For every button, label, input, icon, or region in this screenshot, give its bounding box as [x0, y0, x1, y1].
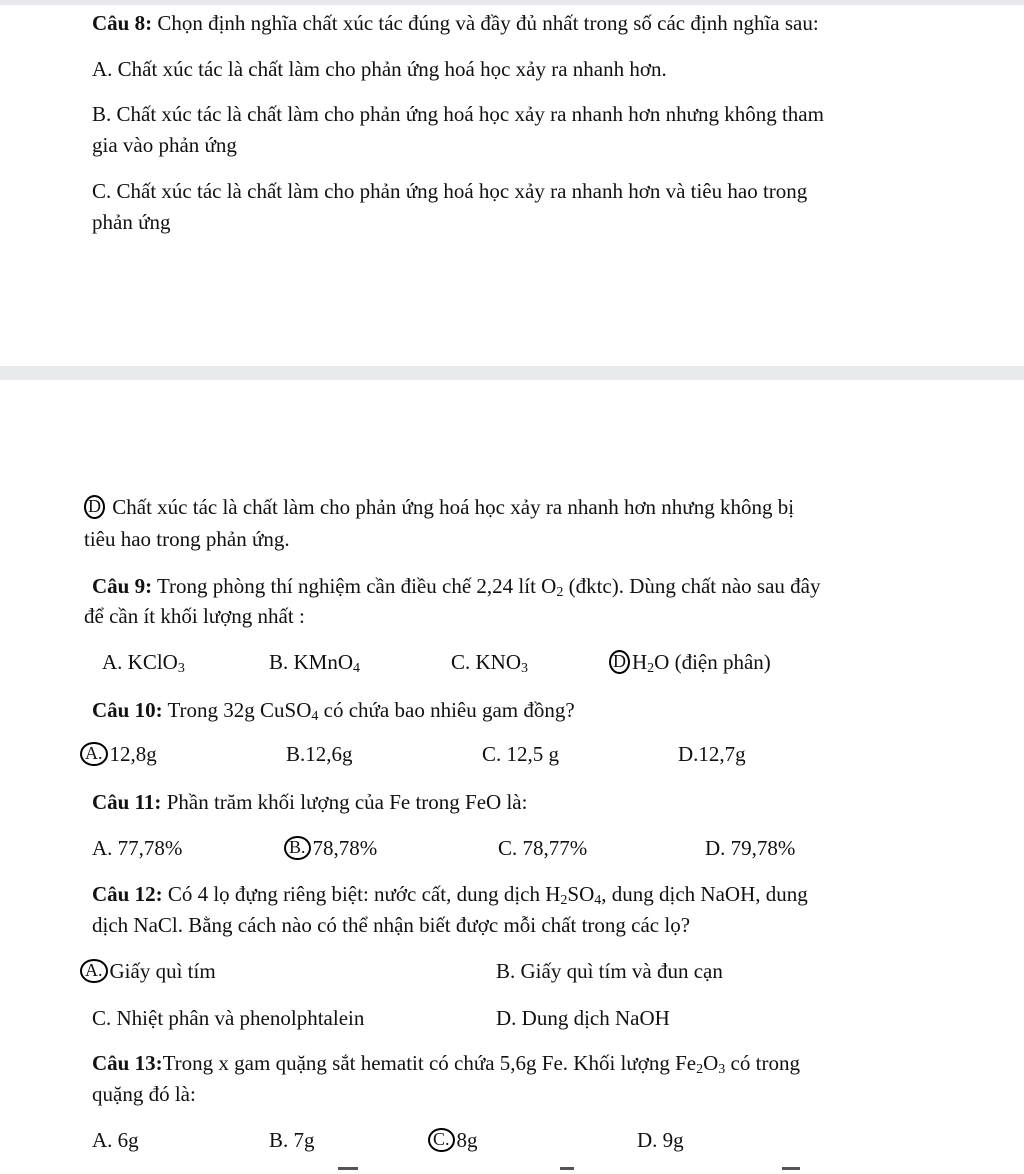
page-divider: [0, 366, 1024, 380]
q8-option-a: A. Chất xúc tác là chất làm cho phản ứng hoá học xảy ra nhanh hơn.: [92, 57, 667, 81]
q9-option-b: [269, 649, 360, 675]
q11-option-d: D. 79,78%: [705, 836, 796, 860]
q9-option-d-end: O (điện phân): [654, 650, 771, 674]
q13-option-c-text: 8g: [456, 1128, 478, 1152]
q12-text: Có 4 lọ đựng riêng biệt: nước cất, dung dịch H: [162, 882, 561, 906]
subscript: 2: [647, 661, 655, 676]
q11-option-c: C. 78,77%: [498, 836, 588, 860]
q12-option-b: B. Giấy quì tím và đun cạn: [496, 959, 723, 983]
q13-question-line1: [92, 1050, 800, 1076]
cut-off-next-line: [0, 1164, 1024, 1174]
q12-text-end: , dung dịch NaOH, dung: [601, 882, 808, 906]
q8-option-c-line2: phản ứng: [92, 210, 171, 234]
answer-circle-d: D: [609, 650, 630, 674]
q9-label: Câu 9:: [92, 574, 153, 598]
q12-question-line2: dịch NaCl. Bằng cách nào có thể nhận biết được mỗi chất trong các lọ?: [92, 913, 691, 937]
subscript: 3: [718, 1062, 726, 1077]
q11-option-a: A. 77,78%: [92, 836, 183, 860]
top-edge: [0, 0, 1024, 5]
answer-circle-c: C.: [428, 1128, 455, 1152]
q13-question-line2: quặng đó là:: [92, 1082, 196, 1106]
q10-option-a-text: 12,8g: [109, 742, 157, 766]
q11-option-b-text: 78,78%: [312, 836, 378, 860]
subscript: 4: [353, 661, 361, 676]
q8-question: [92, 10, 819, 36]
q11-label: Câu 11:: [92, 790, 162, 814]
subscript: 2: [560, 893, 568, 908]
subscript: 3: [177, 661, 185, 676]
q11-question: [92, 789, 527, 815]
q9-option-d-text: H: [632, 650, 648, 674]
q8-option-d-line2: tiêu hao trong phản ứng.: [84, 527, 290, 551]
q13-text: Trong x gam quặng sắt hematit có chứa 5,6g Fe. Khối lượng Fe: [162, 1051, 697, 1075]
q13-text-end: có trong: [725, 1051, 800, 1075]
q13-option-c: [428, 1127, 478, 1153]
q9-option-c-text: C. KNO: [451, 650, 522, 674]
q9-text-end: (đktc). Dùng chất nào sau đây: [563, 574, 821, 598]
q8-text: Chọn định nghĩa chất xúc tác đúng và đầy đủ nhất trong số các định nghĩa sau:: [152, 11, 819, 35]
q9-option-d: [609, 649, 771, 675]
subscript: 4: [594, 893, 602, 908]
q10-option-c: C. 12,5 g: [482, 742, 560, 766]
q13-label: Câu 13:: [92, 1051, 163, 1075]
q9-option-c: [451, 649, 528, 675]
subscript: 4: [311, 709, 319, 724]
q12-option-a: [80, 958, 216, 984]
q10-question: [92, 697, 575, 723]
q9-option-b-text: B. KMnO: [269, 650, 354, 674]
q12-question-line1: [92, 881, 808, 907]
q10-text: Trong 32g CuSO: [162, 698, 312, 722]
q9-question-line2: để cần ít khối lượng nhất :: [84, 604, 305, 628]
subscript: 2: [696, 1062, 704, 1077]
q13-option-d: D. 9g: [637, 1128, 684, 1152]
q12-option-d: D. Dung dịch NaOH: [496, 1006, 670, 1030]
q8-option-d-text: Chất xúc tác là chất làm cho phản ứng hoá học xảy ra nhanh hơn nhưng không bị: [107, 495, 795, 519]
answer-circle-a: A.: [80, 959, 108, 983]
q10-option-b: B.12,6g: [286, 742, 353, 766]
q10-option-a: [80, 741, 157, 767]
q8-label: Câu 8:: [92, 11, 153, 35]
q9-option-a: [102, 649, 185, 675]
q13-text-mid: O: [703, 1051, 719, 1075]
q12-label: Câu 12:: [92, 882, 163, 906]
answer-circle-d: D: [84, 495, 105, 519]
q9-option-a-text: A. KClO: [102, 650, 178, 674]
q11-option-b: [284, 835, 377, 861]
q12-text-mid: SO: [567, 882, 595, 906]
q13-option-b: B. 7g: [269, 1128, 315, 1152]
q12-option-c: C. Nhiệt phân và phenolphtalein: [92, 1006, 365, 1030]
q9-question-line1: [92, 573, 821, 599]
q10-option-d: D.12,7g: [678, 742, 746, 766]
answer-circle-b: B.: [284, 836, 311, 860]
q12-option-a-text: Giấy quì tím: [109, 959, 216, 983]
q11-text: Phần trăm khối lượng của Fe trong FeO là:: [161, 790, 528, 814]
q10-label: Câu 10:: [92, 698, 163, 722]
q8-option-b-line1: B. Chất xúc tác là chất làm cho phản ứng hoá học xảy ra nhanh hơn nhưng không tham: [92, 102, 824, 126]
q8-option-d-line1: [84, 494, 794, 520]
q9-text: Trong phòng thí nghiệm cần điều chế 2,24 lít O: [152, 574, 557, 598]
subscript: 3: [521, 661, 529, 676]
q13-option-a: A. 6g: [92, 1128, 139, 1152]
answer-circle-a: A.: [80, 742, 108, 766]
q8-option-b-line2: gia vào phản ứng: [92, 133, 237, 157]
subscript: 2: [556, 585, 564, 600]
q8-option-c-line1: C. Chất xúc tác là chất làm cho phản ứng hoá học xảy ra nhanh hơn và tiêu hao trong: [92, 179, 808, 203]
q10-text-end: có chứa bao nhiêu gam đồng?: [318, 698, 575, 722]
